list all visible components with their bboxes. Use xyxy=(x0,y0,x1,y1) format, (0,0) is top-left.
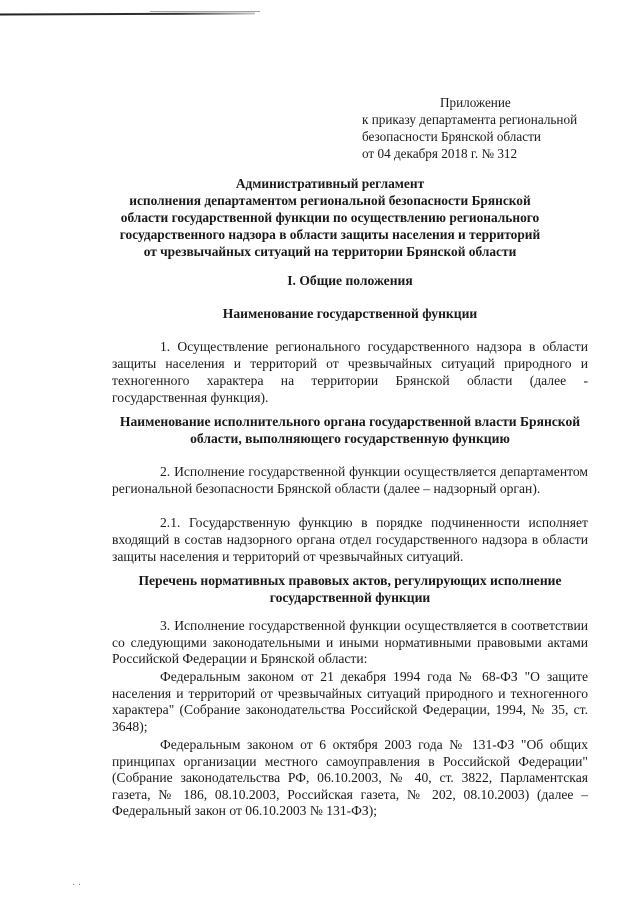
heading-executive-body: Наименование исполнительного органа государственной власти Брянской области, выполняющего государственную функцию xyxy=(119,414,581,446)
scan-artifact-line-faint xyxy=(150,11,260,12)
appendix-line-2: безопасности Брянской области xyxy=(362,129,541,144)
appendix-line-1: к приказу департамента региональной xyxy=(362,112,578,127)
heading-legal-acts: Перечень нормативных правовых актов, регулирующих исполнение государственной функции xyxy=(138,573,562,605)
paragraph-2: 2. Исполнение государственной функции осуществляется департаментом региональной безопасности Брянской области (далее – надзорный орган). xyxy=(112,464,588,496)
heading-function-name: Наименование государственной функции xyxy=(222,306,478,321)
appendix-title: Приложение xyxy=(440,95,511,110)
section-heading-general: I. Общие положения xyxy=(287,273,413,288)
paragraph-1: 1. Осуществление регионального государственного надзора в области защиты населения и территорий от чрезвычайных ситуаций природного и техногенного характера на территории Брянской области (далее - государственная функция). xyxy=(112,339,588,405)
scan-artifact-line xyxy=(0,12,255,15)
title-line-1: Административный регламент xyxy=(235,176,425,191)
document-title xyxy=(112,175,548,260)
scan-artifact-dots: · · xyxy=(72,880,82,891)
law-item-2: Федеральным законом от 6 октября 2003 года № 131-ФЗ "Об общих принципах организации местного самоуправления в Российской Федерации" (Собрание законодательства РФ, 06.10.2003, № 40, ст. 3822, Парламентская газета, № 186, 08.10.2003, Российская газета, № 202, 08.10.2003) (далее – Федеральный закон от 06.10.2003 № 131-ФЗ); xyxy=(112,737,588,818)
title-line-2: исполнения департаментом региональной безопасности Брянской области государственной функции по осуществлению регионального государственного надзора в области защиты населения и территорий от чрезвычайных ситуаций на территории Брянской области xyxy=(119,193,541,259)
appendix-block xyxy=(362,94,612,162)
appendix-line-3: от 04 декабря 2018 г. № 312 xyxy=(362,146,518,161)
paragraph-2-1: 2.1. Государственную функцию в порядке подчиненности исполняет входящий в состав надзорного органа отдел государственного надзора в области защиты населения и территорий от чрезвычайных ситуаций. xyxy=(112,515,588,564)
paragraph-3: 3. Исполнение государственной функции осуществляется в соответствии со следующими законодательными и иными нормативными правовыми актами Российской Федерации и Брянской области: xyxy=(112,618,588,666)
law-item-1: Федеральным законом от 21 декабря 1994 года № 68-ФЗ "О защите населения и территорий от чрезвычайных ситуаций природного и техногенного характера" (Собрание законодательства Российской Федерации, 1994, № 35, ст. 3648); xyxy=(112,669,588,734)
